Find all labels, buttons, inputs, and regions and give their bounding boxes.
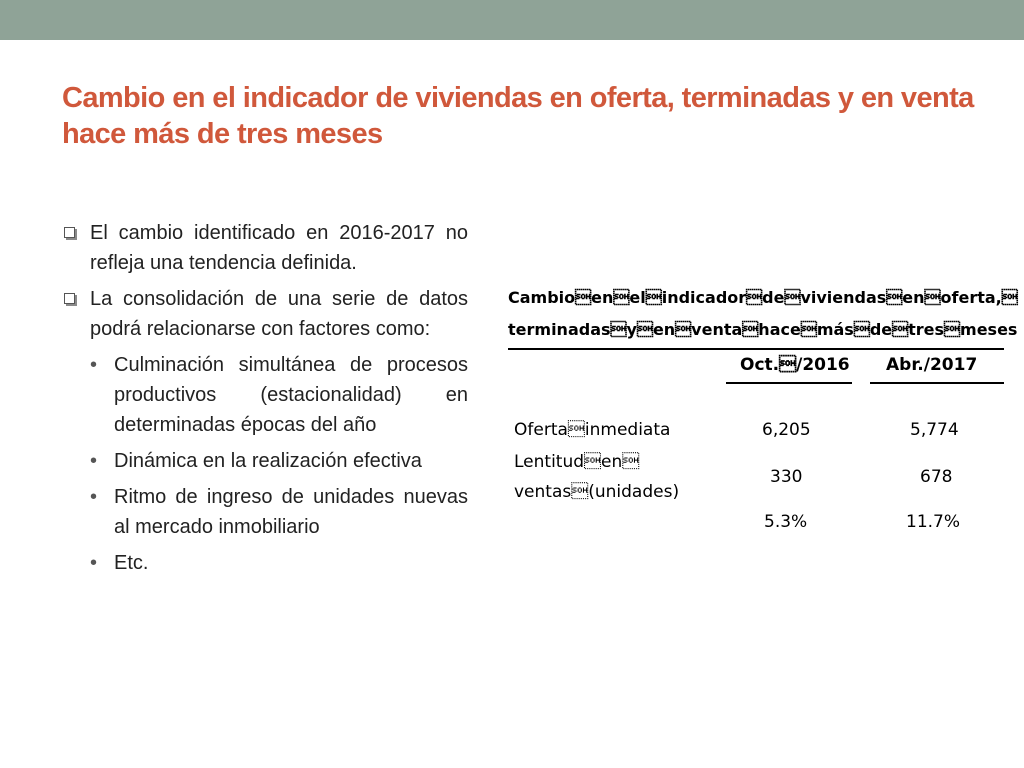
column-header-oct-2016: Oct./2016	[740, 355, 850, 375]
table-cell: 6,205	[762, 420, 811, 440]
table-title	[508, 282, 1018, 346]
table-cell: 5.3%	[764, 512, 808, 532]
table-cell: 11.7%	[906, 512, 961, 532]
table-header-row	[508, 350, 1004, 382]
sub-bullet-text: Dinámica en la realización efectiva	[114, 450, 422, 472]
table-title-line: terminadasyenventahacemásdetresmeses	[508, 320, 1018, 339]
sub-bullet-item	[62, 482, 468, 542]
sub-bullet-text: Ritmo de ingreso de unidades nuevas al mercado inmobiliario	[114, 486, 468, 538]
slide-title: Cambio en el indicador de viviendas en oferta, terminadas y en venta hace más de tres meses	[62, 82, 974, 150]
sub-bullet-item	[62, 548, 468, 578]
square-bullet-icon	[64, 227, 75, 238]
row-label: ventas(unidades)	[514, 482, 680, 502]
sub-bullet-item	[62, 446, 468, 476]
table-cell: 330	[770, 467, 803, 487]
bullet-text: La consolidación de una serie de datos podrá relacionarse con factores como:	[90, 288, 468, 340]
top-bar	[0, 0, 1024, 40]
bullet-item	[62, 218, 468, 278]
square-bullet-icon	[64, 293, 75, 304]
row-label: Ofertainmediata	[514, 420, 671, 440]
dot-bullet-icon: •	[90, 486, 98, 508]
bullet-text: El cambio identificado en 2016-2017 no refleja una tendencia definida.	[90, 222, 468, 274]
row-label: Lentituden	[514, 452, 640, 472]
column-header-abr-2017: Abr./2017	[886, 355, 978, 375]
bullet-list	[62, 218, 468, 584]
sub-bullet-item	[62, 350, 468, 440]
dot-bullet-icon: •	[90, 450, 98, 472]
dot-bullet-icon: •	[90, 354, 98, 376]
table-title-line: Cambioenelindicadordeviviendasenoferta,	[508, 288, 1018, 307]
sub-bullet-text: Culminación simultánea de procesos productivos (estacionalidad) en determinadas épocas del año	[114, 354, 468, 436]
table-body	[508, 384, 1004, 554]
bullet-item	[62, 284, 468, 344]
dot-bullet-icon: •	[90, 552, 98, 574]
table-cell: 678	[920, 467, 953, 487]
sub-bullet-text: Etc.	[114, 552, 149, 574]
data-table	[508, 282, 1018, 554]
table-cell: 5,774	[910, 420, 959, 440]
